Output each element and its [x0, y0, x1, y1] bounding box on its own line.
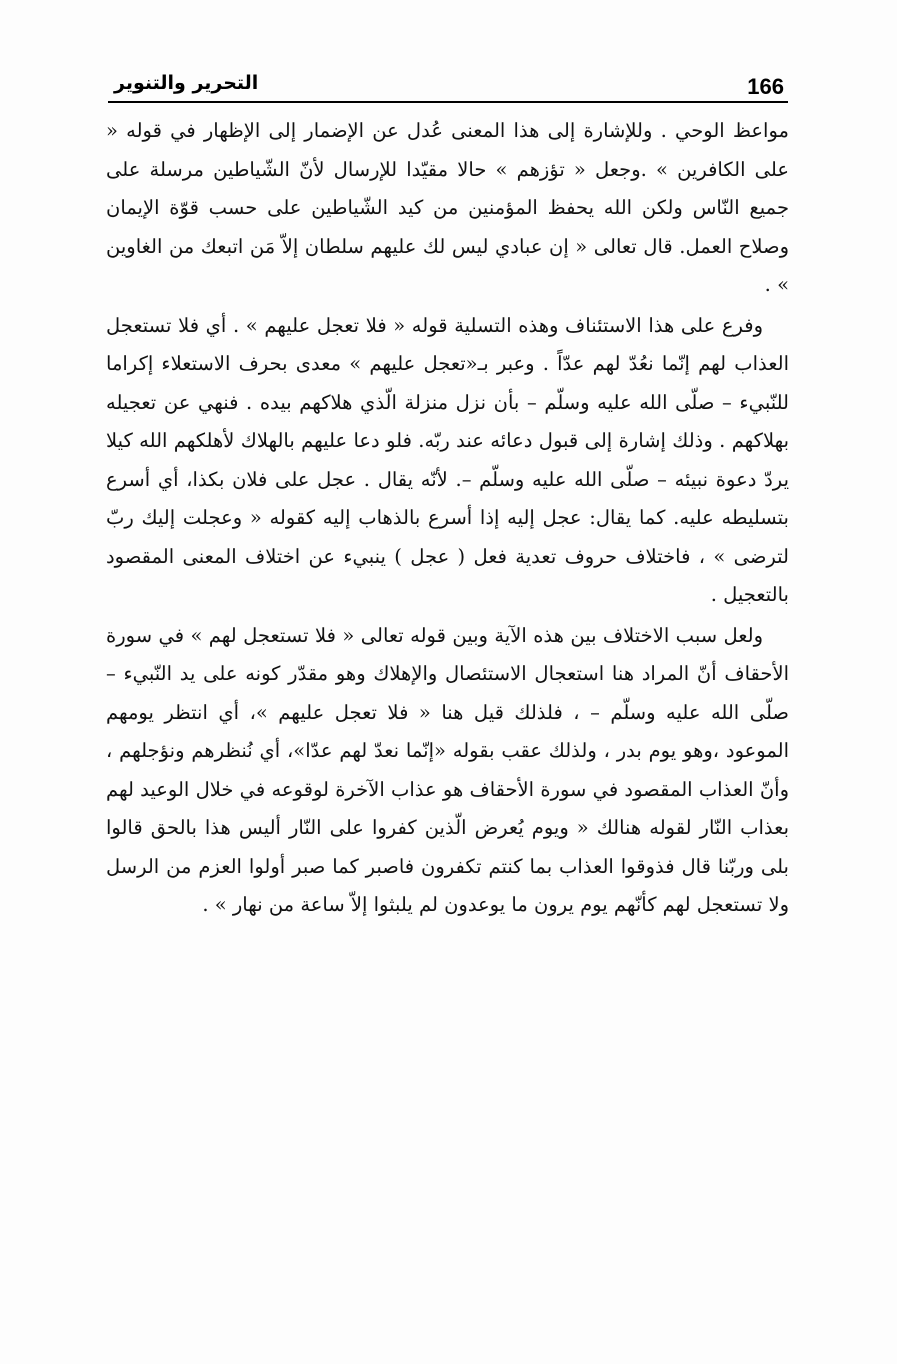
- page-number: 166: [747, 74, 784, 99]
- header-rule: [108, 101, 788, 103]
- paragraph-1: مواعظ الوحي . وللإشارة إلى هذا المعنى عُدل عن الإضمار إلى الإظهار في قوله « على الكافرين » .وجعل « تؤزهم » حالا مقيّدا للإرسال لأنّ الشّياطين مرسلة على جميع النّاس ولكن الله يحفظ المؤمنين من كيد الشّياطين على حسب قوّة الإيمان وصلاح العمل. قال تعالى « إن عبادي ليس لك عليهم سلطان إلاّ مَن اتبعك من الغاوين » .: [106, 119, 789, 296]
- running-title: التحرير والتنوير: [114, 72, 259, 94]
- paragraph-3: ولعل سبب الاختلاف بين هذه الآية وبين قوله تعالى « فلا تستعجل لهم » في سورة الأحقاف أنّ المراد هنا استعجال الاستئصال والإهلاك وهو مقدّر كونه على يد النّبيء – صلّى الله عليه وسلّم – ، فلذلك قيل هنا « فلا تعجل عليهم »، أي انتظر يومهم الموعود ،وهو يوم بدر ، ولذلك عقب بقوله «إنّما نعدّ لهم عدّا»، أي نُنظرهم ونؤجلهم ، وأنّ العذاب المقصود في سورة الأحقاف هو عذاب الآخرة لوقوعه في خلال الوعيد لهم بعذاب النّار لقوله هنالك « ويوم يُعرض الّذين كفروا على النّار أليس هذا بالحق قالوا بلى وربّنا قال فذوقوا العذاب بما كنتم تكفرون فاصبر كما صبر أولوا العزم من الرسل ولا تستعجل لهم كأنّهم يوم يرون ما يوعدون لم يلبثوا إلاّ ساعة من نهار » .: [106, 623, 789, 916]
- paragraph-2: وفرع على هذا الاستئناف وهذه التسلية قوله « فلا تعجل عليهم » . أي فلا تستعجل العذاب لهم إنّما نعُدّ لهم عدّاً . وعبر بـ«تعجل عليهم » معدى بحرف الاستعلاء إكراما للنّبيء – صلّى الله عليه وسلّم – بأن نزل منزلة الّذي هلاكهم بيده . فنهي عن تعجيله بهلاكهم . وذلك إشارة إلى قبول دعائه عند ربّه. فلو دعا عليهم بالهلاك لأهلكهم الله كيلا يردّ دعوة نبيئه – صلّى الله عليه وسلّم –. لأنّه يقال . عجل على فلان بكذا، أي أسرع بتسليطه عليه. كما يقال: عجل إليه إذا أسرع بالذهاب إليه كقوله « وعجلت إليك ربّ لترضى » ، فاختلاف حروف تعدية فعل ( عجل ) ينبيء عن اختلاف المعنى المقصود بالتعجيل .: [106, 313, 789, 606]
- page-body: [106, 112, 789, 925]
- page-header: [108, 72, 788, 102]
